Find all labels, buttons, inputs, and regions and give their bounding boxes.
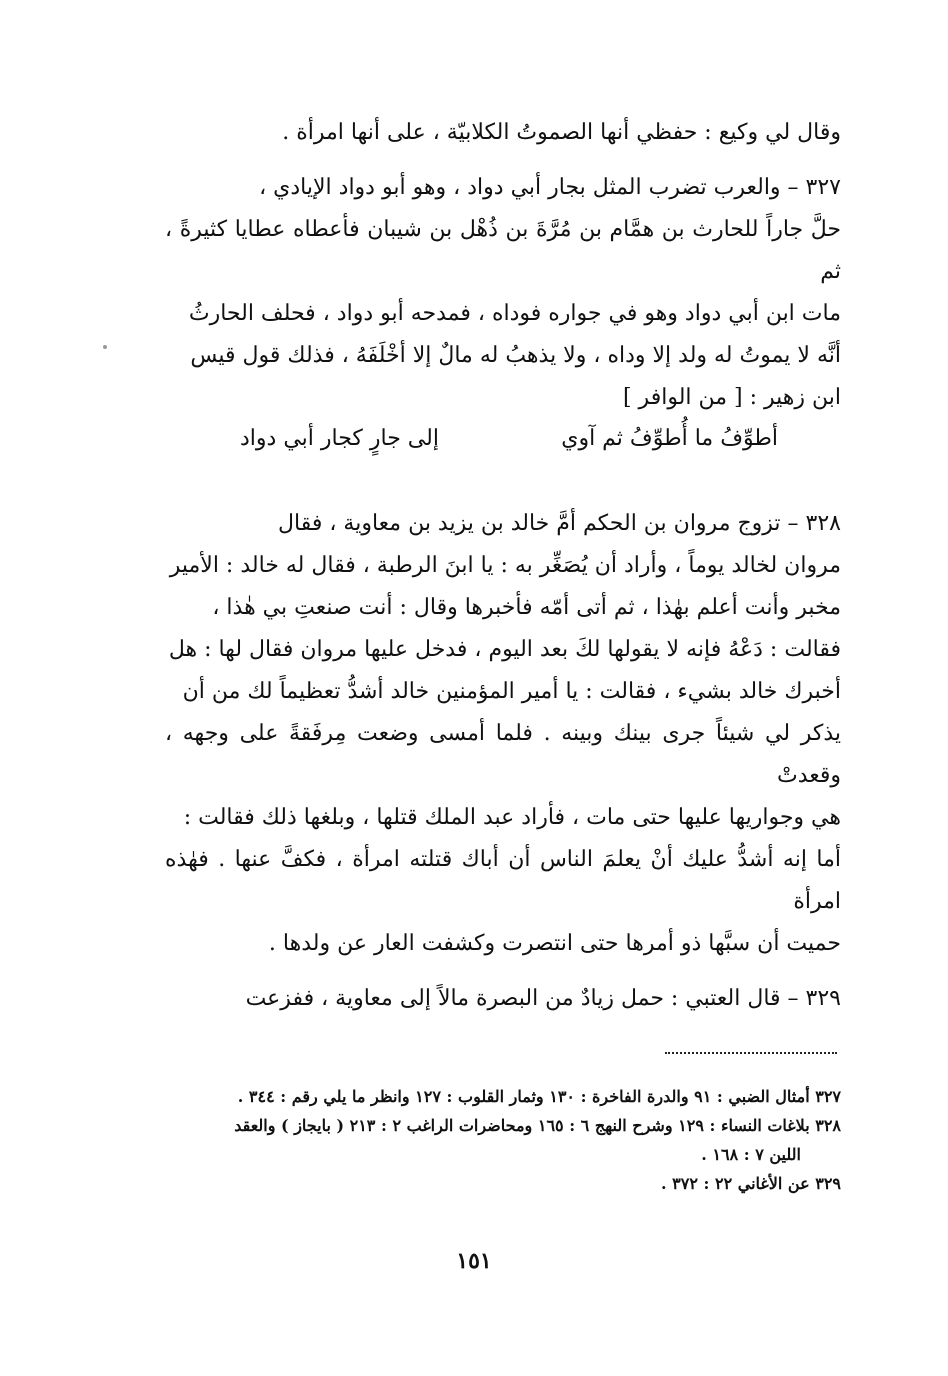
page-number: ١٥١ [456,1248,492,1274]
text-line: مروان لخالد يوماً ، وأراد أن يُصَغِّر به : يا ابنَ الرطبة ، فقال له خالد : الأمير [169,553,841,578]
text-line: هي وجواريها عليها حتى مات ، فأراد عبد الملك قتلها ، وبلغها ذلك فقالت : [183,805,841,830]
text-line: مخبر وأنت أعلم بهٰذا ، ثم أتى أمّه فأخبرها وقال : أنت صنعتِ بي هٰذا ، [212,595,841,620]
verse-first-hemistich: أطوِّفُ ما أُطوِّفُ ثم آوي [561,426,778,451]
text-line: يذكر لي شيئاً جرى بينك وبينه . فلما أمسى وضعت مِرفَقةً على وجهه ، وقعدتْ [165,721,841,788]
text-line: فقالت : دَعْهُ فإنه لا يقولها لكَ بعد اليوم ، فدخل عليها مروان فقال لها : هل [168,637,841,662]
footnote-328-continued: اللين ٧ : ١٦٨ . [701,1145,801,1164]
poetry-verse [240,418,778,460]
text-line: أما إنه أشدُّ عليك أنْ يعلمَ الناس أن أباك قتلته امرأة ، فكفَّ عنها . فهٰذه امرأة [165,847,841,914]
footnote-328: ٣٢٨ بلاغات النساء : ١٢٩ وشرح النهج ٦ : ١٦٥ ومحاضرات الراغب ٢ : ٢١٣ ( بايجاز ) والعقد [234,1116,841,1135]
text-line: مات ابن أبي دواد وهو في جواره فوداه ، فمدحه أبو دواد ، فحلف الحارثُ [188,301,841,326]
verse-second-hemistich: إلى جارٍ كجار أبي دواد [240,426,439,451]
text-line: وقال لي وكيع : حفظي أنها الصموتُ الكلابيّة ، على أنها امرأة . [282,120,841,145]
paragraph-gap [165,154,841,167]
entry-329-line: ٣٢٩ – قال العتبي : حمل زيادٌ من البصرة مالاً إلى معاوية ، ففزعت [245,986,841,1011]
text-line: حلَّ جاراً للحارث بن همَّام بن مُرَّةَ بن ذُهْل بن شيبان فأعطاه عطايا كثيرةً ، ثم [165,217,841,284]
footnote-327: ٣٢٧ أمثال الضبي : ٩١ والدرة الفاخرة : ١٣٠ وثمار القلوب : ١٢٧ وانظر ما يلي رقم : ٣٤٤ . [237,1087,841,1106]
main-text [165,112,841,1020]
entry-328-line: ٣٢٨ – تزوج مروان بن الحكم أمَّ خالد بن يزيد بن معاوية ، فقال [278,511,841,536]
text-line: أنَّه لا يموتُ له ولد إلا وداه ، ولا يذهبُ له مالٌ إلا أخْلَفَهُ ، فذلك قول قيس [190,343,841,368]
paragraph-gap [165,965,841,978]
footnote-separator [665,1052,837,1054]
footnotes [165,1082,841,1198]
footnote-329: ٣٢٩ عن الأغاني ٢٢ : ٣٧٢ . [661,1174,841,1193]
text-line: أخبرك خالد بشيء ، فقالت : يا أمير المؤمنين خالد أشدُّ تعظيماً لك من أن [182,679,841,704]
margin-dot [103,345,107,349]
entry-327-line: ٣٢٧ – والعرب تضرب المثل بجار أبي دواد ، وهو أبو دواد الإيادي ، [259,175,841,200]
paragraph-gap [165,461,841,503]
text-line: حميت أن سبَّها ذو أمرها حتى انتصرت وكشفت العار عن ولدها . [268,931,841,956]
text-line: ابن زهير : [ من الوافر ] [622,385,841,410]
